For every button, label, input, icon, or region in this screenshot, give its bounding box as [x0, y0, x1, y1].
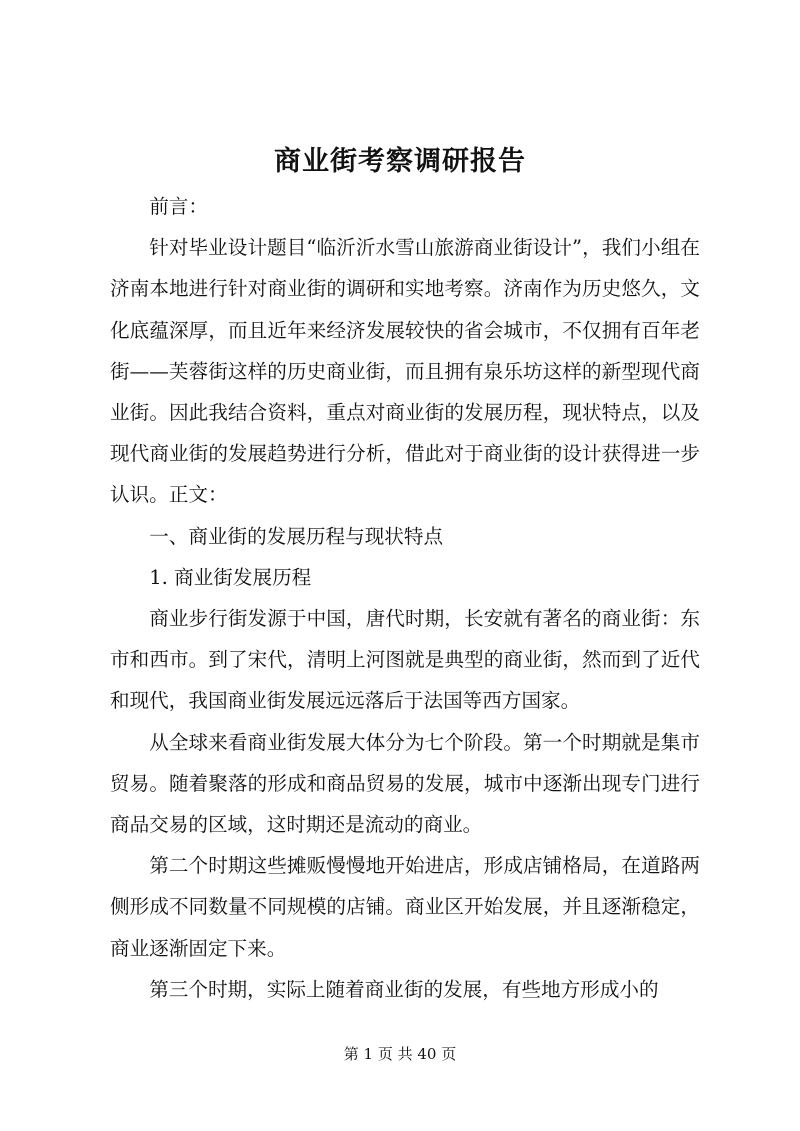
section-heading: 一、商业街的发展历程与现状特点: [149, 524, 444, 548]
body-paragraph: 第三个时期，实际上随着商业街的发展，有些地方形成小的: [149, 977, 659, 1001]
document-body: [110, 186, 700, 1010]
document-title: 商业街考察调研报告: [274, 146, 526, 177]
preface-label: 前言：: [149, 195, 208, 218]
page-footer: [0, 1044, 800, 1064]
subsection-heading: 1. 商业街发展历程: [149, 565, 312, 589]
body-paragraph: 第二个时期这些摊贩慢慢地开始进店，形成店铺格局，在道路两侧形成不同数量不同规模的店铺。商业区开始发展，并且逐渐稳定，商业逐渐固定下来。: [110, 854, 700, 960]
page-indicator: 第 1 页 共 40 页: [343, 1045, 457, 1063]
body-paragraph: 从全球来看商业街发展大体分为七个阶段。第一个时期就是集市贸易。随着聚落的形成和商品贸易的发展，城市中逐渐出现专门进行商品交易的区域，这时期还是流动的商业。: [110, 730, 700, 837]
intro-paragraph: 针对毕业设计题目“临沂沂水雪山旅游商业街设计”，我们小组在济南本地进行针对商业街的调研和实地考察。济南作为历史悠久，文化底蕴深厚，而且近年来经济发展较快的省会城市，不仅拥有百年老街——芙蓉街这样的历史商业街，而且拥有泉乐坊这样的新型现代商业街。因此我结合资料，重点对商业街的发展历程，现状特点，以及现代商业街的发展趋势进行分析，借此对于商业街的设计获得进一步认识。正文：: [110, 236, 700, 507]
body-paragraph: 商业步行街发源于中国，唐代时期，长安就有著名的商业街：东市和西市。到了宋代，清明上河图就是典型的商业街，然而到了近代和现代，我国商业街发展远远落后于法国等西方国家。: [110, 607, 700, 713]
